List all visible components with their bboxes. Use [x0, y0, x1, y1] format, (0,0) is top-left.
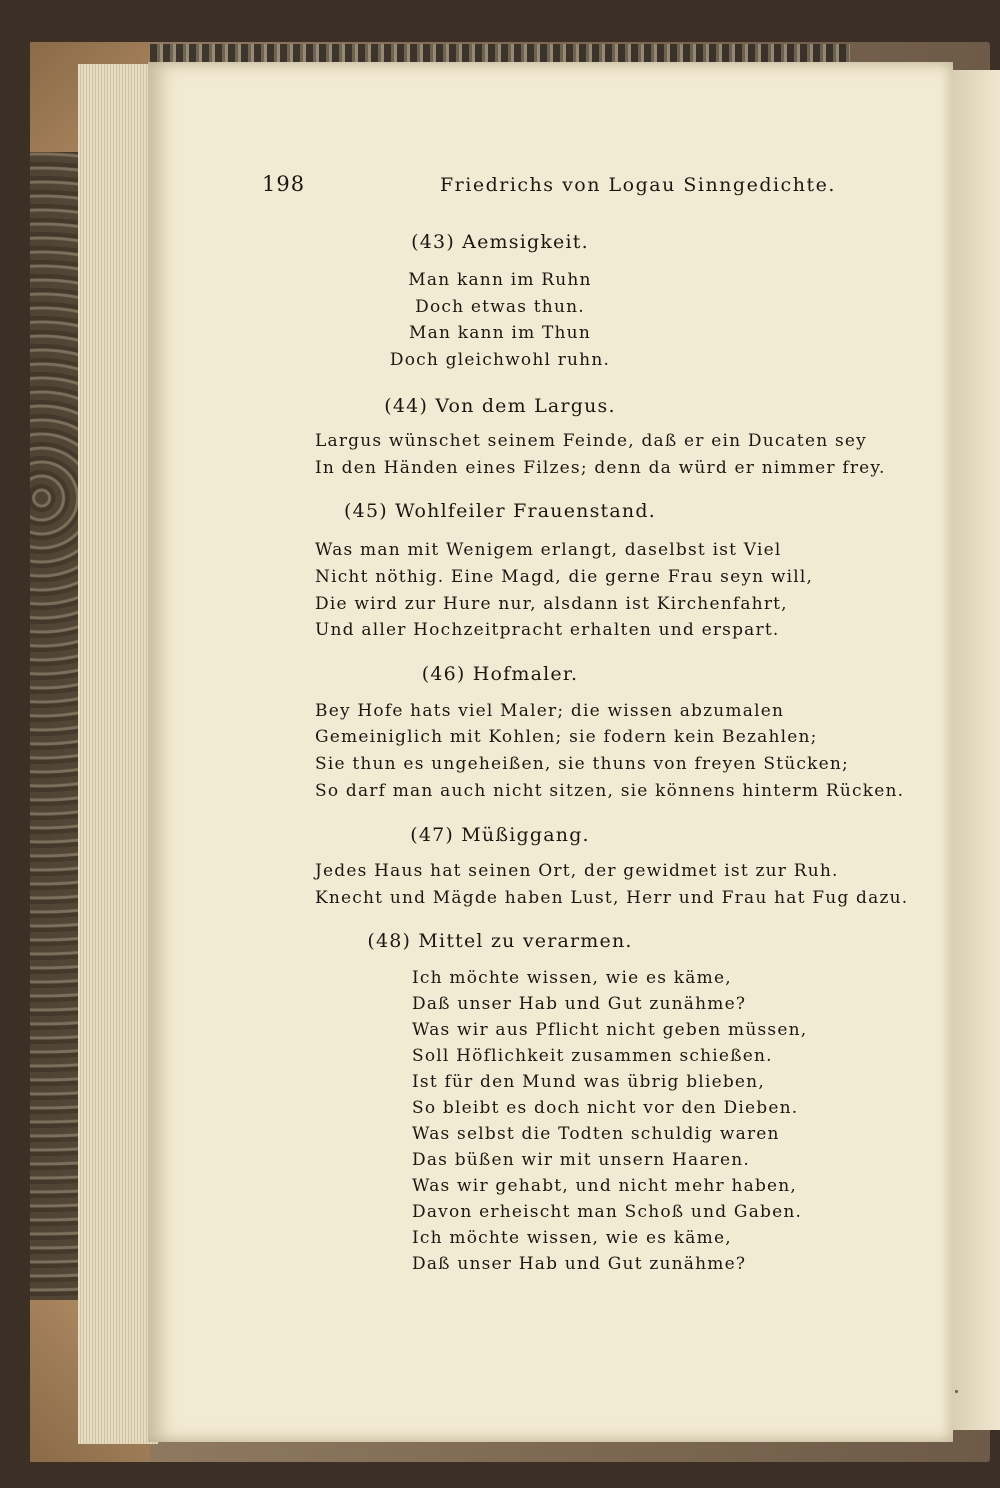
running-head: [0, 172, 1000, 202]
section-heading-43: (43) Aemsigkeit.: [411, 231, 589, 253]
poem-line: So darf man auch nicht sitzen, sie könnens hinterm Rücken.: [315, 781, 905, 801]
poem-line: Doch etwas thun.: [415, 297, 585, 317]
poem-line: Man kann im Thun: [409, 323, 591, 343]
poem-line: Ist für den Mund was übrig blieben,: [412, 1072, 765, 1092]
poem-line: Das büßen wir mit unsern Haaren.: [412, 1150, 750, 1170]
poem-line: Soll Höflichkeit zusammen schießen.: [412, 1046, 773, 1066]
poem-line: Die wird zur Hure nur, alsdann ist Kirchenfahrt,: [315, 594, 788, 614]
section-heading-47: (47) Müßiggang.: [410, 824, 590, 846]
poem-line: Was wir gehabt, und nicht mehr haben,: [412, 1176, 798, 1196]
page-number: 198: [262, 172, 306, 196]
section-heading-48: (48) Mittel zu verarmen.: [367, 930, 633, 952]
poem-line: Was man mit Wenigem erlangt, daselbst ist Viel: [315, 540, 782, 560]
section-heading-45: (45) Wohlfeiler Frauenstand.: [344, 500, 656, 522]
poem-line: Davon erheischt man Schoß und Gaben.: [412, 1202, 803, 1222]
poem-line: Doch gleichwohl ruhn.: [389, 350, 611, 370]
poem-line: Ich möchte wissen, wie es käme,: [412, 1228, 732, 1248]
poem-line: Daß unser Hab und Gut zunähme?: [412, 1254, 747, 1274]
section-heading-44: (44) Von dem Largus.: [384, 395, 616, 417]
running-title: Friedrichs von Logau Sinngedichte.: [440, 174, 836, 196]
poem-line: Gemeiniglich mit Kohlen; sie fodern kein Bezahlen;: [315, 727, 818, 747]
poem-line: Und aller Hochzeitpracht erhalten und erspart.: [315, 620, 780, 640]
poem-line: Daß unser Hab und Gut zunähme?: [412, 994, 747, 1014]
poem-line: Was wir aus Pflicht nicht geben müssen,: [412, 1020, 808, 1040]
poem-line: Nicht nöthig. Eine Magd, die gerne Frau seyn will,: [315, 567, 814, 587]
section-heading-46: (46) Hofmaler.: [421, 663, 579, 685]
poem-line: Was selbst die Todten schuldig waren: [412, 1124, 780, 1144]
poem-line: So bleibt es doch nicht vor den Dieben.: [412, 1098, 799, 1118]
poem-line: Man kann im Ruhn: [408, 270, 592, 290]
poem-line: Largus wünschet seinem Feinde, daß er ein Ducaten sey: [315, 431, 867, 451]
poem-line: In den Händen eines Filzes; denn da würd er nimmer frey.: [315, 458, 886, 478]
poem-line: Jedes Haus hat seinen Ort, der gewidmet ist zur Ruh.: [315, 861, 839, 881]
poem-line: Ich möchte wissen, wie es käme,: [412, 968, 732, 988]
ink-speck: [955, 1390, 958, 1393]
poem-line: Sie thun es ungeheißen, sie thuns von freyen Stücken;: [315, 754, 849, 774]
poem-line: Knecht und Mägde haben Lust, Herr und Frau hat Fug dazu.: [315, 888, 909, 908]
poem-line: Bey Hofe hats viel Maler; die wissen abzumalen: [315, 701, 785, 721]
